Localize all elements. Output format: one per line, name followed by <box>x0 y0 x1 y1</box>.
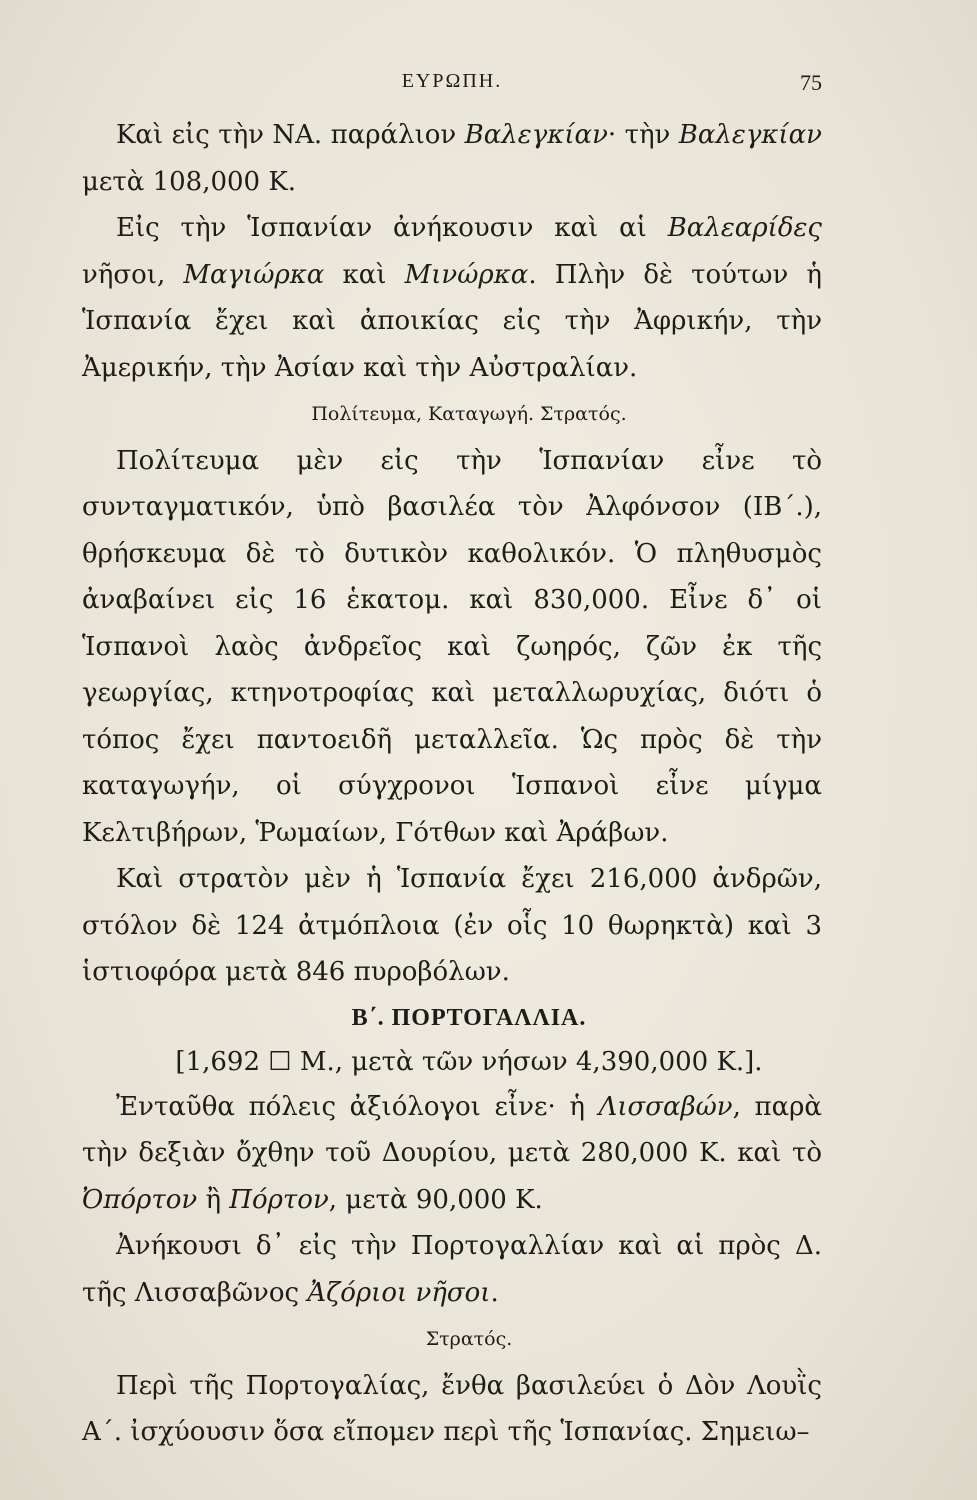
italic-place-name: Βαλεγκίαν <box>678 120 822 150</box>
text-run: , παρὰ τὴν δεξιὰν ὄχθην τοῦ Δουρίου, μετὰ 280,000 Κ. καὶ τὸ <box>82 1091 822 1168</box>
text-run: μετὰ 108,000 Κ. <box>82 166 297 197</box>
section-title-portugal: Β΄. ΠΟΡΤΟΓΑΛΛΙΑ. <box>351 1004 587 1031</box>
italic-place-name: Βαλεαρίδες <box>667 213 822 243</box>
paragraph-government: Πολίτευμα μὲν εἰς τὴν Ἱσπανίαν εἶνε τὸ συνταγματικόν, ὑπὸ βασιλέα τὸν Ἀλφόνσον (ΙΒ΄.), θρήσκευμα δὲ τὸ δυτικὸν καθολικόν. Ὁ πληθυσμὸς ἀναβαίνει εἰς 16 ἑκατομ. καὶ 830,000. Εἶνε δ᾽ οἱ Ἱσπανοὶ λαὸς ἀνδρεῖος καὶ ζωηρός, ζῶν ἐκ τῆς γεωργίας, κτηνοτροφίας καὶ μεταλλωρυχίας, διότι ὁ τόπος ἔχει παντοειδῆ μεταλλεῖα. Ὡς πρὸς δὲ τὴν καταγωγήν, οἱ σύγχρονοι Ἱσπανοὶ εἶνε μίγμα Κελτιβήρων, Ῥωμαίων, Γότθων καὶ Ἀράβων. <box>82 445 822 848</box>
text-run: Ἀνήκουσι δ᾽ εἰς τὴν Πορτογαλλίαν καὶ αἱ πρὸς Δ. τῆς Λισσαβῶνος <box>82 1231 822 1308</box>
italic-place-name: Ἀζόριοι νῆσοι <box>307 1277 491 1308</box>
text-run: . Πλὴν δὲ τούτων ἡ Ἱσπανία ἔχει καὶ ἀποικίας εἰς τὴν Ἀφρικήν, τὴν Ἀμερικήν, τὴν Ἀσίαν καὶ τὴν Αὐστραλίαν. <box>82 259 822 383</box>
paragraph-azores <box>82 1223 822 1316</box>
italic-place-name: Μινώρκα <box>404 259 529 290</box>
italic-place-name: Λισσαβών <box>598 1091 733 1122</box>
running-title: ΕΥΡΩΠΗ. <box>401 70 503 92</box>
text-run: καὶ <box>324 259 405 290</box>
body-text <box>82 112 822 1456</box>
paragraph-army: Καὶ στρατὸν μὲν ἡ Ἱσπανία ἔχει 216,000 ἀνδρῶν, στόλον δὲ 124 ἀτμόπλοια (ἐν οἷς 10 θωρηκτὰ) καὶ 3 ἱστιοφόρα μετὰ 846 πυροβόλων. <box>82 864 822 987</box>
text-run: . <box>490 1277 499 1308</box>
text-run: ἢ <box>197 1184 230 1215</box>
subheading-government: Πολίτευμα, Καταγωγή. Στρατός. <box>311 403 627 425</box>
text-run: , μετὰ 90,000 Κ. <box>328 1184 543 1215</box>
italic-place-name: Πόρτον <box>229 1184 329 1215</box>
text-run: Ἐνταῦθα πόλεις ἀξιόλογοι εἶνε· ἡ <box>116 1091 599 1122</box>
page-number: 75 <box>800 70 822 95</box>
page-header <box>82 70 822 104</box>
paragraph-valencia <box>82 112 822 205</box>
italic-place-name: Ὀπόρτον <box>82 1184 198 1215</box>
text-run: Εἰς τὴν Ἱσπανίαν ἀνήκουσιν καὶ αἱ <box>116 213 668 243</box>
paragraph-portugal-army: Περὶ τῆς Πορτογαλίας, ἔνθα βασιλεύει ὁ Δὸν Λουῒς Α΄. ἰσχύουσιν ὅσα εἴπομεν περὶ τῆς Ἱσπανίας. Σημειω– <box>82 1370 822 1447</box>
paragraph-cities <box>82 1084 822 1224</box>
italic-place-name: Μαγιώρκα <box>183 259 325 290</box>
text-run: Καὶ εἰς τὴν ΝΑ. παράλιον <box>116 120 465 150</box>
subheading-army: Στρατός. <box>425 1328 513 1350</box>
text-run: · τὴν <box>607 120 679 150</box>
text-run: νῆσοι, <box>82 259 184 290</box>
area-population-line: [1,692 ☐ Μ., μετὰ τῶν νήσων 4,390,000 Κ.]. <box>175 1046 763 1077</box>
italic-place-name: Βαλεγκίαν <box>464 120 608 150</box>
paragraph-islands-colonies <box>82 205 822 391</box>
